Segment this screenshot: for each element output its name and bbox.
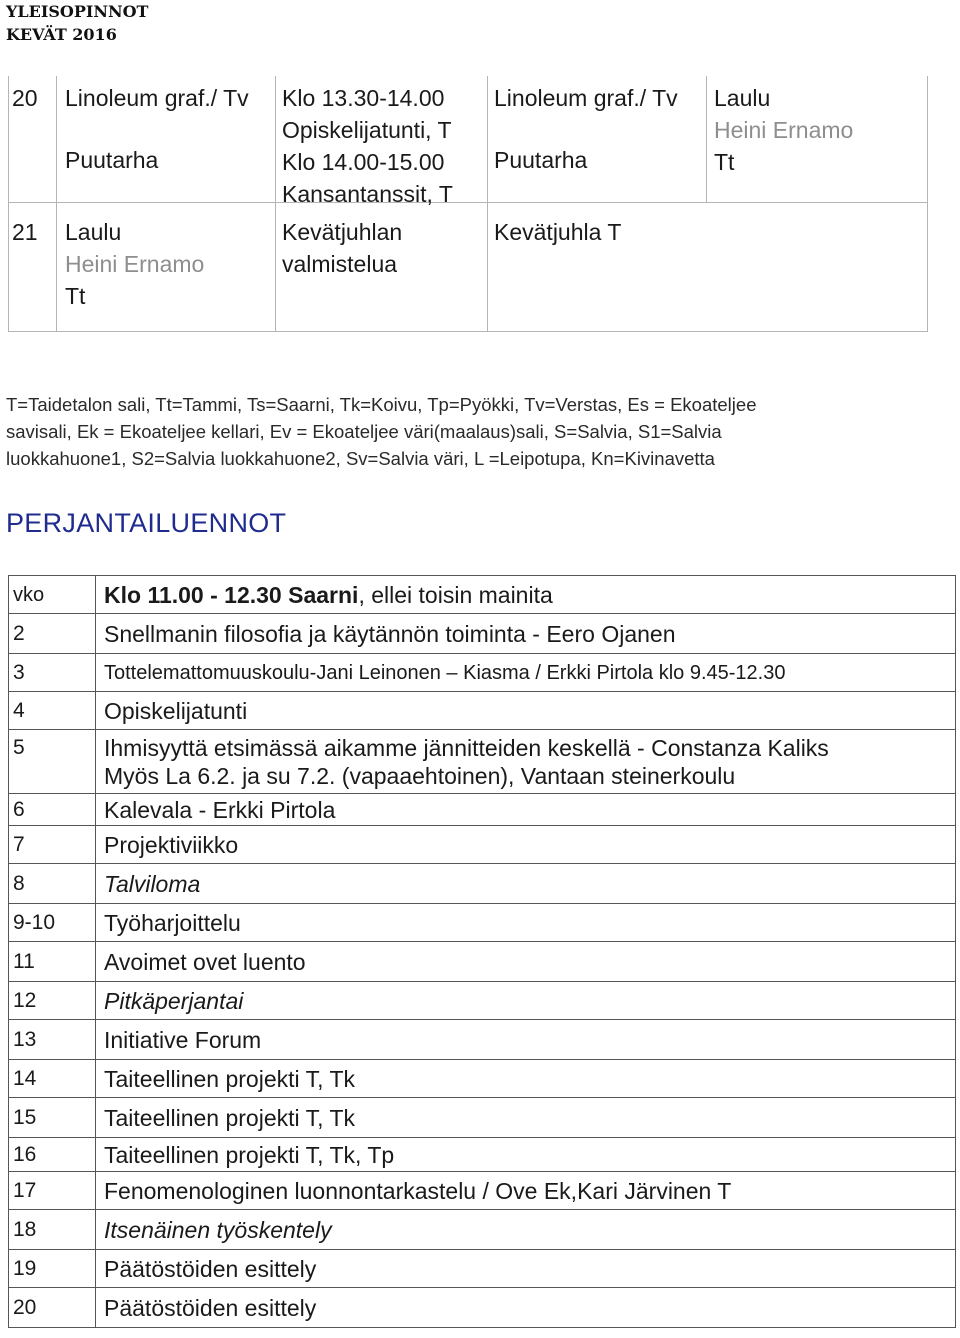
week-number: 5: [9, 730, 96, 794]
week-number: 2: [9, 614, 96, 654]
course-title: Kansantanssit, T: [282, 181, 453, 207]
table-row: [9, 1288, 956, 1328]
table-row: [9, 1098, 956, 1138]
document-header: [6, 0, 148, 46]
lecture-title: Avoimet ovet luento: [96, 942, 956, 982]
course-cell: Kevätjuhla T: [494, 219, 622, 245]
lecture-title: Projektiviikko: [96, 826, 956, 864]
lecture-title: Taiteellinen projekti T, Tk, Tp: [96, 1138, 956, 1172]
lecture-title: Taiteellinen projekti T, Tk: [96, 1060, 956, 1098]
table-border: [56, 76, 57, 332]
course-title: Linoleum graf./ Tv: [494, 85, 678, 111]
week-number: 4: [9, 692, 96, 730]
lecture-title: Tottelemattomuuskoulu-Jani Leinonen – Kiasma / Erkki Pirtola klo 9.45-12.30: [96, 654, 956, 692]
week-number: 17: [9, 1172, 96, 1210]
week-number: 3: [9, 654, 96, 692]
table-border: [927, 76, 928, 332]
lecture-title: Työharjoittelu: [96, 904, 956, 942]
header-term: KEVÄT 2016: [6, 25, 117, 44]
course-title: Linoleum graf./ Tv: [65, 85, 249, 111]
friday-lectures-table: [8, 575, 956, 1328]
lecture-cell: [96, 730, 956, 794]
lecture-title: Fenomenologinen luonnontarkastelu / Ove Ek,Kari Järvinen T: [96, 1172, 956, 1210]
course-title: Puutarha: [494, 147, 588, 173]
course-cell: [282, 216, 402, 280]
schedule-table-top: [8, 76, 928, 332]
legend-line: T=Taidetalon sali, Tt=Tammi, Ts=Saarni, Tk=Koivu, Tp=Pyökki, Tv=Verstas, Es = Ekoateljee: [6, 394, 757, 415]
course-title: Kevätjuhlan: [282, 219, 403, 245]
table-row: [9, 1020, 956, 1060]
course-cell: [714, 82, 853, 178]
week-number: 6: [9, 794, 96, 826]
table-border: [275, 76, 276, 332]
week-number: 16: [9, 1138, 96, 1172]
table-border: [8, 331, 928, 332]
table-border: [487, 76, 488, 332]
course-cell: [65, 216, 204, 312]
course-title: Laulu: [714, 85, 771, 111]
table-row: [9, 1250, 956, 1288]
table-border: [8, 76, 9, 332]
course-title: Laulu: [65, 219, 122, 245]
table-row: [9, 654, 956, 692]
table-row: [9, 1060, 956, 1098]
table-border: [8, 202, 928, 203]
week-number: 9-10: [9, 904, 96, 942]
course-title: Opiskelijatunti, T: [282, 117, 452, 143]
legend-line: luokkahuone1, S2=Salvia luokkahuone2, Sv=Salvia väri, L =Leipotupa, Kn=Kivinavetta: [6, 448, 715, 469]
table-row: [9, 730, 956, 794]
week-number: 21: [12, 219, 38, 245]
week-number: 15: [9, 1098, 96, 1138]
course-cell: [282, 82, 453, 210]
course-cell: [65, 82, 249, 176]
week-number: 20: [9, 1288, 96, 1328]
table-row: [9, 864, 956, 904]
lecture-title: Pitkäperjantai: [96, 982, 956, 1020]
course-time: Klo 13.30-14.00: [282, 85, 445, 111]
table-row: [9, 826, 956, 864]
table-row: [9, 1172, 956, 1210]
table-row: [9, 1138, 956, 1172]
lecture-title: Initiative Forum: [96, 1020, 956, 1060]
week-number: 7: [9, 826, 96, 864]
section-title: PERJANTAILUENNOT: [6, 508, 287, 538]
table-row: [9, 1210, 956, 1250]
table-header-row: [9, 576, 956, 614]
week-number: 8: [9, 864, 96, 904]
week-number: 11: [9, 942, 96, 982]
lecture-title: Snellmanin filosofia ja käytännön toiminta - Eero Ojanen: [96, 614, 956, 654]
room-legend: [6, 391, 926, 472]
lecture-title: Itsenäinen työskentely: [96, 1210, 956, 1250]
course-time: Klo 14.00-15.00: [282, 149, 445, 175]
week-number: 12: [9, 982, 96, 1020]
lecture-place-note: , ellei toisin mainita: [358, 581, 553, 608]
course-room: Tt: [65, 283, 86, 309]
table-row: [9, 614, 956, 654]
course-teacher: Heini Ernamo: [65, 251, 205, 277]
table-row: [9, 692, 956, 730]
table-row: [9, 982, 956, 1020]
table-row: [9, 942, 956, 982]
lecture-time: Klo 11.00 - 12.30: [104, 581, 282, 608]
lecture-title: Talviloma: [96, 864, 956, 904]
week-number: 19: [9, 1250, 96, 1288]
table-row: [9, 794, 956, 826]
course-cell: [494, 82, 678, 176]
table-border: [706, 76, 707, 202]
week-number: 13: [9, 1020, 96, 1060]
week-number: 14: [9, 1060, 96, 1098]
lecture-place: Saarni: [288, 581, 359, 608]
lecture-title: Päätöstöiden esittely: [96, 1250, 956, 1288]
lecture-title: Päätöstöiden esittely: [96, 1288, 956, 1328]
header-title: YLEISOPINNOT: [6, 2, 149, 21]
lecture-title: Taiteellinen projekti T, Tk: [96, 1098, 956, 1138]
course-title: valmistelua: [282, 251, 398, 277]
time-place-header: [96, 576, 956, 614]
legend-line: savisali, Ek = Ekoateljee kellari, Ev = Ekoateljee väri(maalaus)sali, S=Salvia, S1=Salvia: [6, 421, 722, 442]
week-number: 20: [12, 85, 38, 111]
course-room: Tt: [714, 149, 735, 175]
week-number: 18: [9, 1210, 96, 1250]
week-column-header: vko: [9, 576, 96, 614]
lecture-title: Opiskelijatunti: [96, 692, 956, 730]
course-teacher: Heini Ernamo: [714, 117, 854, 143]
table-row: [9, 904, 956, 942]
lecture-title: Kalevala - Erkki Pirtola: [96, 794, 956, 826]
lecture-note: Myös La 6.2. ja su 7.2. (vapaaehtoinen), Vantaan steinerkoulu: [104, 762, 736, 789]
course-title: Puutarha: [65, 147, 159, 173]
lecture-title: Ihmisyyttä etsimässä aikamme jännitteiden keskellä - Constanza Kaliks: [104, 734, 829, 761]
